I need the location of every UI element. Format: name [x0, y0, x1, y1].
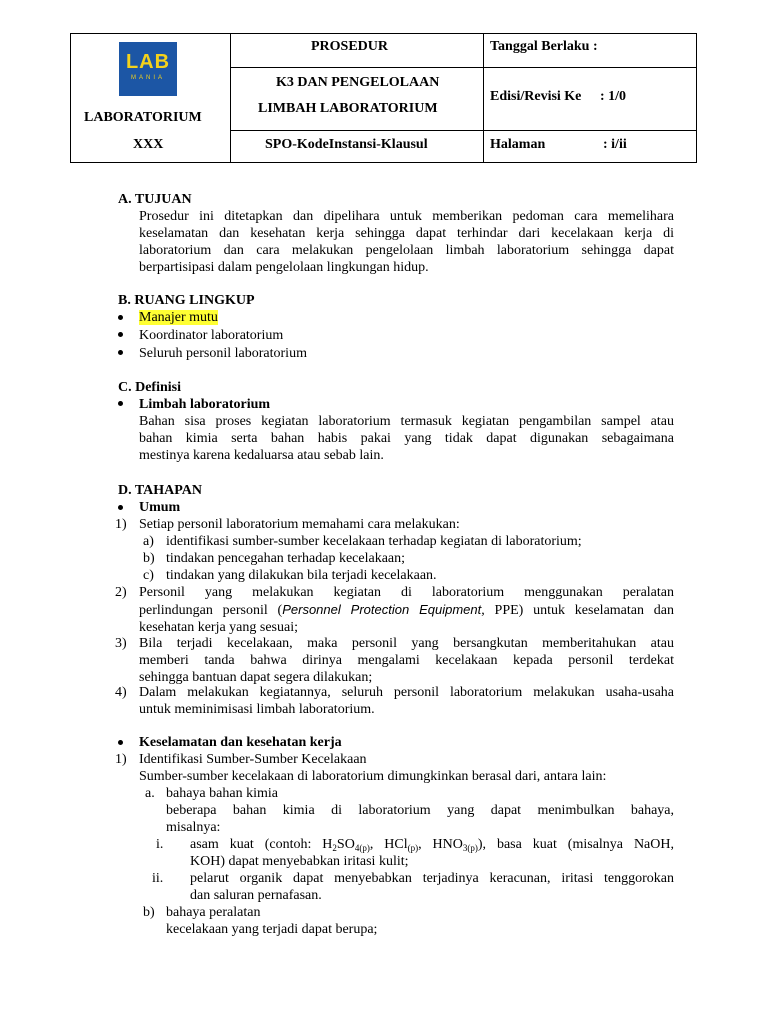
list-marker: i. — [156, 837, 164, 852]
bullet-icon — [118, 740, 123, 745]
scope-item-personil: Seluruh personil laboratorium — [139, 346, 307, 361]
bullet-icon — [118, 401, 123, 406]
bullet-icon — [118, 350, 123, 355]
bullet-icon — [118, 505, 123, 510]
step-1c-text: tindakan yang dilakukan bila terjadi kecelakaan. — [166, 568, 437, 583]
k3-step-1-title: Identifikasi Sumber-Sumber Kecelakaan — [139, 752, 367, 767]
lab-name-line2: XXX — [133, 137, 164, 152]
step-4-text: Dalam melakukan kegiatannya, seluruh personil laboratorium melakukan usaha-usaha untuk meminimisasi limbah laboratorium. — [139, 685, 674, 717]
list-marker: a) — [143, 534, 154, 549]
hazard-a-ii-text: pelarut organik dapat menyebabkan terjadinya keracunan, iritasi tenggorokan dan saluran pernafasan. — [190, 871, 674, 903]
document-title-line1: K3 DAN PENGELOLAAN — [276, 75, 440, 90]
scope-item-koordinator: Koordinator laboratorium — [139, 328, 284, 343]
list-marker: c) — [143, 568, 154, 583]
list-marker: b) — [143, 905, 155, 920]
document-code: SPO-KodeInstansi-Klausul — [265, 137, 428, 152]
list-marker: ii. — [152, 871, 164, 886]
edisi-revisi-value: : 1/0 — [600, 89, 627, 104]
hazard-b-title: bahaya peralatan — [166, 905, 261, 920]
umum-heading: Umum — [139, 500, 181, 515]
lab-mania-logo: LAB MANIA — [119, 42, 177, 96]
list-number: 1) — [115, 517, 127, 532]
halaman-value: : i/ii — [603, 137, 627, 152]
lab-name-line1: LABORATORIUM — [84, 110, 202, 125]
definition-term: Limbah laboratorium — [139, 397, 271, 412]
prosedur-label: PROSEDUR — [311, 39, 389, 54]
hazard-a-i-text: asam kuat (contoh: $H_2SO_{4(p)}$, HCl$_{(p)}$, $HNO_{3(p)}$), basa kuat (misalnya NaOH, KOH) dapat menyebabkan iritasi kulit; — [190, 837, 674, 869]
step-3-text: Bila terjadi kecelakaan, maka personil yang bersangkutan memberitahukan atau memberi tanda bahwa dirinya mengalami kecelakaan kepada personil terdekat sehingga bantuan dapat segera dilakukan; — [139, 636, 674, 685]
list-number: 1) — [115, 752, 127, 767]
tanggal-berlaku-label: Tanggal Berlaku : — [490, 39, 598, 54]
document-title-line2: LIMBAH LABORATORIUM — [258, 101, 438, 116]
hazard-b-text: kecelakaan yang terjadi dapat berupa; — [166, 922, 378, 937]
list-number: 4) — [115, 685, 127, 700]
list-marker: a. — [145, 786, 155, 801]
section-b-heading: B. RUANG LINGKUP — [118, 293, 255, 308]
section-d-heading: D. TAHAPAN — [118, 483, 202, 498]
k3-heading: Keselamatan dan kesehatan kerja — [139, 735, 342, 750]
bullet-icon — [118, 332, 123, 337]
bullet-icon — [118, 315, 123, 320]
definition-paragraph: Bahan sisa proses kegiatan laboratorium termasuk kegiatan pengambilan sampel atau bahan kimia serta bahan habis pakai yang tidak dapat digunakan sebagaimana mestinya karena kedaluarsa atau sebab lain. — [139, 414, 674, 463]
hazard-a-title: bahaya bahan kimia — [166, 786, 278, 801]
k3-step-1-intro: Sumber-sumber kecelakaan di laboratorium dimungkinkan berasal dari, antara lain: — [139, 769, 607, 784]
section-a-paragraph: Prosedur ini ditetapkan dan dipelihara untuk memberikan pedoman cara memelihara keselamatan dan kesehatan kerja sehingga dapat terhindar dari kecelakaan kerja di laboratorium dan cara melakukan pengelolaan limbah laboratorium sehingga dapat berpartisipasi dalam pengelolaan lingkungan hidup. — [139, 209, 674, 275]
list-marker: b) — [143, 551, 155, 566]
step-1a-text: identifikasi sumber-sumber kecelakaan terhadap kegiatan di laboratorium; — [166, 534, 582, 549]
list-number: 2) — [115, 585, 127, 600]
halaman-label: Halaman — [490, 137, 546, 152]
scope-item-manajer-mutu: Manajer mutu — [139, 310, 218, 325]
list-number: 3) — [115, 636, 127, 651]
section-a-heading: A. TUJUAN — [118, 192, 192, 207]
edisi-revisi-label: Edisi/Revisi Ke — [490, 89, 582, 104]
step-1-text: Setiap personil laboratorium memahami cara melakukan: — [139, 517, 460, 532]
step-1b-text: tindakan pencegahan terhadap kecelakaan; — [166, 551, 406, 566]
hazard-a-text: beberapa bahan kimia di laboratorium yang dapat menimbulkan bahaya, misalnya: — [166, 803, 674, 835]
section-c-heading: C. Definisi — [118, 380, 181, 395]
step-2-text: Personil yang melakukan kegiatan di laboratorium menggunakan peralatan perlindungan personil (Personnel Protection Equipment, PPE) untuk keselamatan dan kesehatan kerja yang sesuai; — [139, 585, 674, 635]
